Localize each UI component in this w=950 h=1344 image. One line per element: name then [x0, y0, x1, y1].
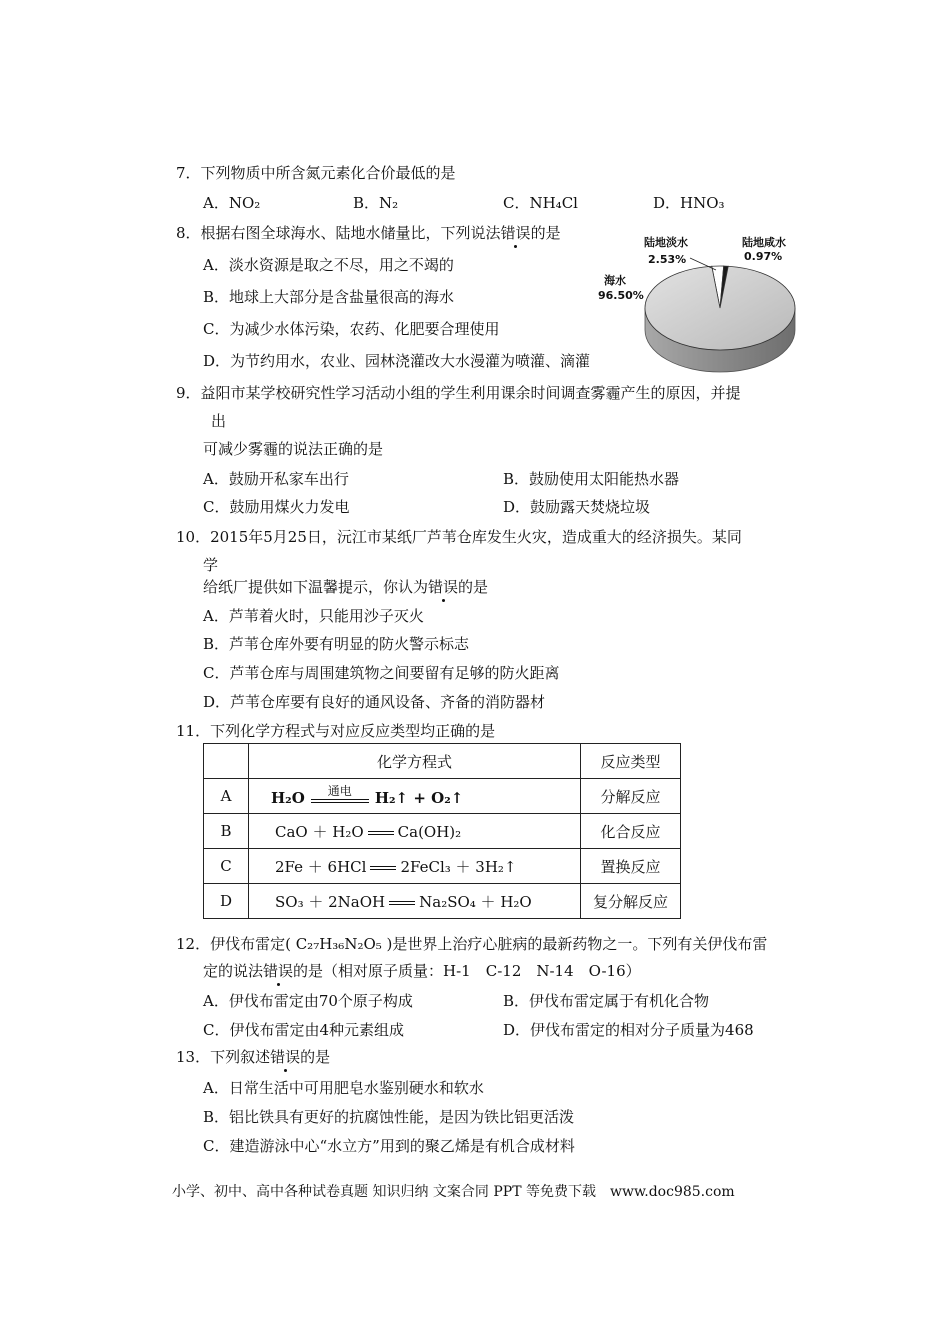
equation-rhs: H₂↑ + O₂↑	[374, 789, 464, 807]
equation-lhs: H₂O	[271, 789, 305, 807]
header-option-cell	[204, 744, 249, 779]
q9-stem-line3: 可减少雾霾的说法正确的是	[203, 440, 384, 458]
table-row	[204, 884, 681, 919]
pie-label-sea-value: 96.50%	[598, 289, 644, 302]
water-pie-chart	[590, 228, 820, 378]
q9-option-d: D．鼓励露天焚烧垃圾	[503, 498, 651, 516]
table-row	[204, 849, 681, 884]
q7-option-b: B．N₂	[353, 194, 399, 212]
q10-option-c: C．芦苇仓库与周围建筑物之间要留有足够的防火距离	[203, 664, 560, 682]
q13-option-c: C．建造游泳中心“水立方”用到的聚乙烯是有机合成材料	[203, 1137, 575, 1155]
q13-stem-pre: 13．下列叙述	[176, 1048, 271, 1066]
equation-lhs: SO₃ ＋ 2NaOH	[275, 892, 386, 911]
q8-stem-post: 的是	[530, 224, 561, 242]
row-equation	[249, 814, 581, 849]
q12-stem-pre: 定的说法	[203, 962, 264, 980]
q8-stem	[176, 223, 561, 243]
row-option-label: A	[204, 779, 249, 814]
q11-equation-table	[203, 743, 681, 919]
q9-option-b: B．鼓励使用太阳能热水器	[503, 470, 680, 488]
q8-option-a: A．淡水资源是取之不尽，用之不竭的	[203, 256, 454, 274]
q13-stem-post: 的是	[300, 1048, 331, 1066]
q13-stem	[176, 1047, 330, 1067]
q11-stem: 11．下列化学方程式与对应反应类型均正确的是	[176, 722, 496, 740]
equation-rhs: 2FeCl₃ ＋ 3H₂↑	[400, 857, 517, 876]
row-reaction-type: 置换反应	[581, 849, 681, 884]
equation-lhs: 2Fe ＋ 6HCl	[275, 857, 367, 876]
q8-option-c: C．为减少水体污染，农药、化肥要合理使用	[203, 320, 500, 338]
header-type-cell: 反应类型	[581, 744, 681, 779]
row-reaction-type: 分解反应	[581, 779, 681, 814]
row-option-label: C	[204, 849, 249, 884]
q10-stem-line2: 学	[203, 556, 219, 574]
q8-option-d: D．为节约用水，农业、园林浇灌改大水漫灌为喷灌、滴灌	[203, 352, 591, 370]
row-equation	[249, 849, 581, 884]
q9-stem-line2: 出	[211, 412, 227, 430]
q7-option-a: A．NO₂	[203, 194, 261, 212]
q10-stem-emphasis: 错误	[428, 578, 459, 596]
q10-option-b: B．芦苇仓库外要有明显的防火警示标志	[203, 635, 470, 653]
reaction-condition: 通电	[311, 785, 369, 807]
q7-option-d: D．HNO₃	[653, 194, 725, 212]
q9-option-c: C．鼓励用煤火力发电	[203, 498, 350, 516]
table-row	[204, 779, 681, 814]
q12-stem-line1: 12．伊伐布雷定( C₂₇H₃₆N₂O₅ )是世界上治疗心脏病的最新药物之一。下列有关伊伐布雷	[176, 935, 768, 953]
table-header-row	[204, 744, 681, 779]
row-option-label: B	[204, 814, 249, 849]
q10-stem-line3	[203, 577, 488, 597]
equation-rhs: Na₂SO₄ ＋ H₂O	[419, 892, 532, 911]
q10-stem-pre: 给纸厂提供如下温馨提示，你认为	[203, 578, 429, 596]
row-equation	[249, 884, 581, 919]
q12-option-c: C．伊伐布雷定由4种元素组成	[203, 1021, 405, 1039]
equals-sign	[370, 864, 396, 872]
q10-stem-line1: 10．2015年5月25日，沅江市某纸厂芦苇仓库发生火灾，造成重大的经济损失。某同	[176, 528, 742, 546]
q10-stem-post: 的是	[458, 578, 489, 596]
pie-label-salt-value: 0.97%	[744, 250, 783, 263]
row-reaction-type: 化合反应	[581, 814, 681, 849]
q7-stem: 7．下列物质中所含氮元素化合价最低的是	[176, 164, 456, 182]
pie-label-fresh-value: 2.53%	[648, 253, 687, 266]
q12-option-a: A．伊伐布雷定由70个原子构成	[203, 992, 413, 1010]
pie-label-salt-name: 陆地咸水	[742, 236, 786, 249]
q13-option-a: A．日常生活中可用肥皂水鉴别硬水和软水	[203, 1079, 484, 1097]
q10-option-a: A．芦苇着火时，只能用沙子灭火	[203, 607, 424, 625]
q8-stem-emphasis: 错误	[500, 224, 531, 242]
pie-svg	[590, 228, 820, 378]
row-reaction-type: 复分解反应	[581, 884, 681, 919]
header-equation-cell: 化学方程式	[249, 744, 581, 779]
pie-label-sea-name: 海水	[604, 274, 626, 287]
equals-sign	[368, 829, 394, 837]
table-row	[204, 814, 681, 849]
q13-option-b: B．铝比铁具有更好的抗腐蚀性能，是因为铁比铝更活泼	[203, 1108, 575, 1126]
row-equation	[249, 779, 581, 814]
q13-stem-emphasis: 错误	[270, 1048, 301, 1066]
q12-stem-post: 的是（相对原子质量：H-1 C-12 N-14 O-16）	[293, 962, 641, 980]
q12-stem-emphasis: 错误	[263, 962, 294, 980]
row-option-label: D	[204, 884, 249, 919]
q12-option-b: B．伊伐布雷定属于有机化合物	[503, 992, 710, 1010]
pie-label-fresh-name: 陆地淡水	[644, 236, 688, 249]
q9-option-a: A．鼓励开私家车出行	[203, 470, 349, 488]
q7-option-c: C．NH₄Cl	[503, 194, 578, 212]
page-footer: 小学、初中、高中各种试卷真题 知识归纳 文案合同 PPT 等免费下载 www.doc985.com	[172, 1184, 735, 1200]
q10-option-d: D．芦苇仓库要有良好的通风设备、齐备的消防器材	[203, 693, 546, 711]
q12-option-d: D．伊伐布雷定的相对分子质量为468	[503, 1021, 754, 1039]
equation-lhs: CaO ＋ H₂O	[275, 822, 364, 841]
equation-rhs: Ca(OH)₂	[397, 822, 462, 841]
q9-stem-line1: 9．益阳市某学校研究性学习活动小组的学生利用课余时间调查雾霾产生的原因，并提	[176, 384, 741, 402]
q8-stem-pre: 8．根据右图全球海水、陆地水储量比，下列说法	[176, 224, 501, 242]
q8-option-b: B．地球上大部分是含盐量很高的海水	[203, 288, 455, 306]
q12-stem-line2	[203, 961, 641, 981]
equals-sign	[389, 899, 415, 907]
